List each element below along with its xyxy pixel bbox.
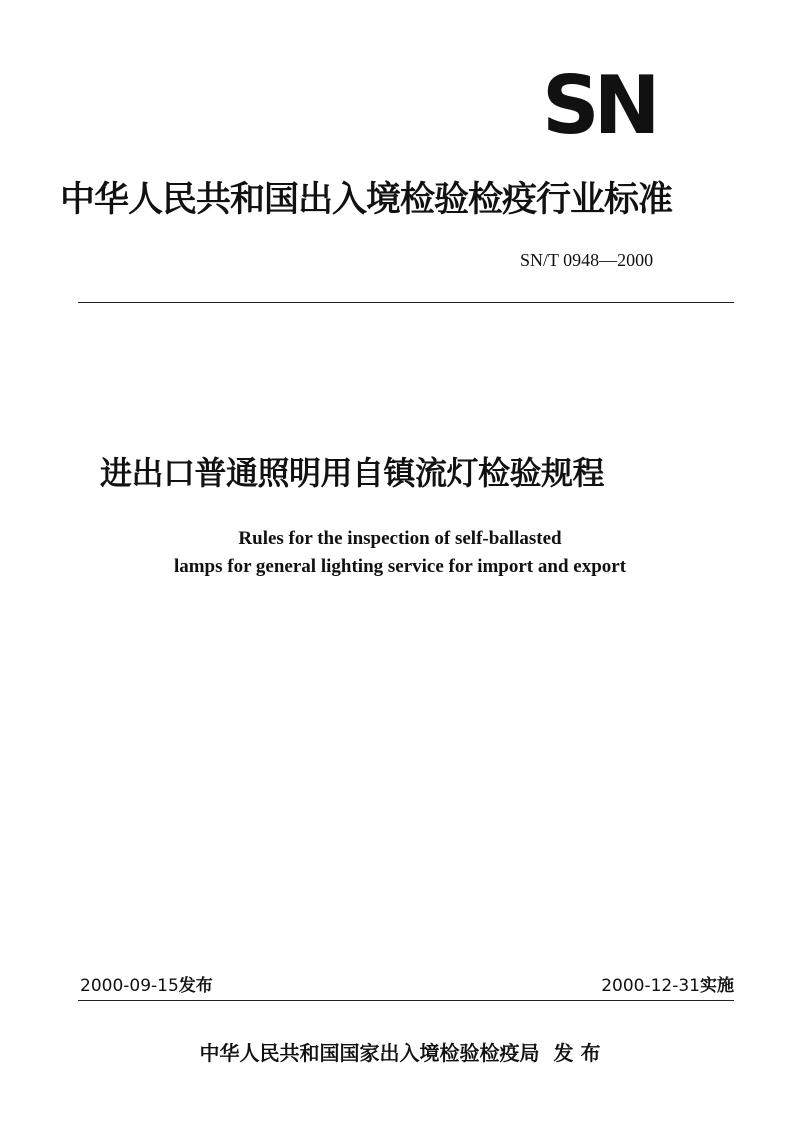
issuer-name: 中华人民共和国国家出入境检验检疫局 — [199, 1041, 540, 1065]
document-title-cn: 进出口普通照明用自镇流灯检验规程 — [100, 454, 605, 492]
standard-code: SN/T 0948—2000 — [520, 250, 654, 270]
issuer-issue-word: 发 布 — [553, 1041, 601, 1065]
sn-logo: SN — [542, 59, 655, 152]
implement-date — [601, 972, 734, 1000]
top-divider — [78, 302, 734, 303]
document-title-en-line-2: lamps for general lighting service for import and export — [173, 556, 627, 577]
document-title-en — [80, 525, 720, 581]
implement-date-value: 2000-12-31 — [601, 976, 700, 996]
date-row — [80, 972, 734, 1000]
implement-date-label: 实施 — [700, 976, 734, 996]
issuer-line — [80, 1036, 720, 1070]
issue-date-label: 发布 — [178, 976, 213, 996]
issue-date-value: 2000-09-15 — [80, 976, 179, 996]
standard-title: 中华人民共和国出入境检验检疫行业标准 — [60, 180, 673, 220]
bottom-divider — [78, 1000, 734, 1001]
issue-date — [80, 972, 213, 1000]
document-title-en-line-1: Rules for the inspection of self-ballasted — [238, 528, 562, 549]
